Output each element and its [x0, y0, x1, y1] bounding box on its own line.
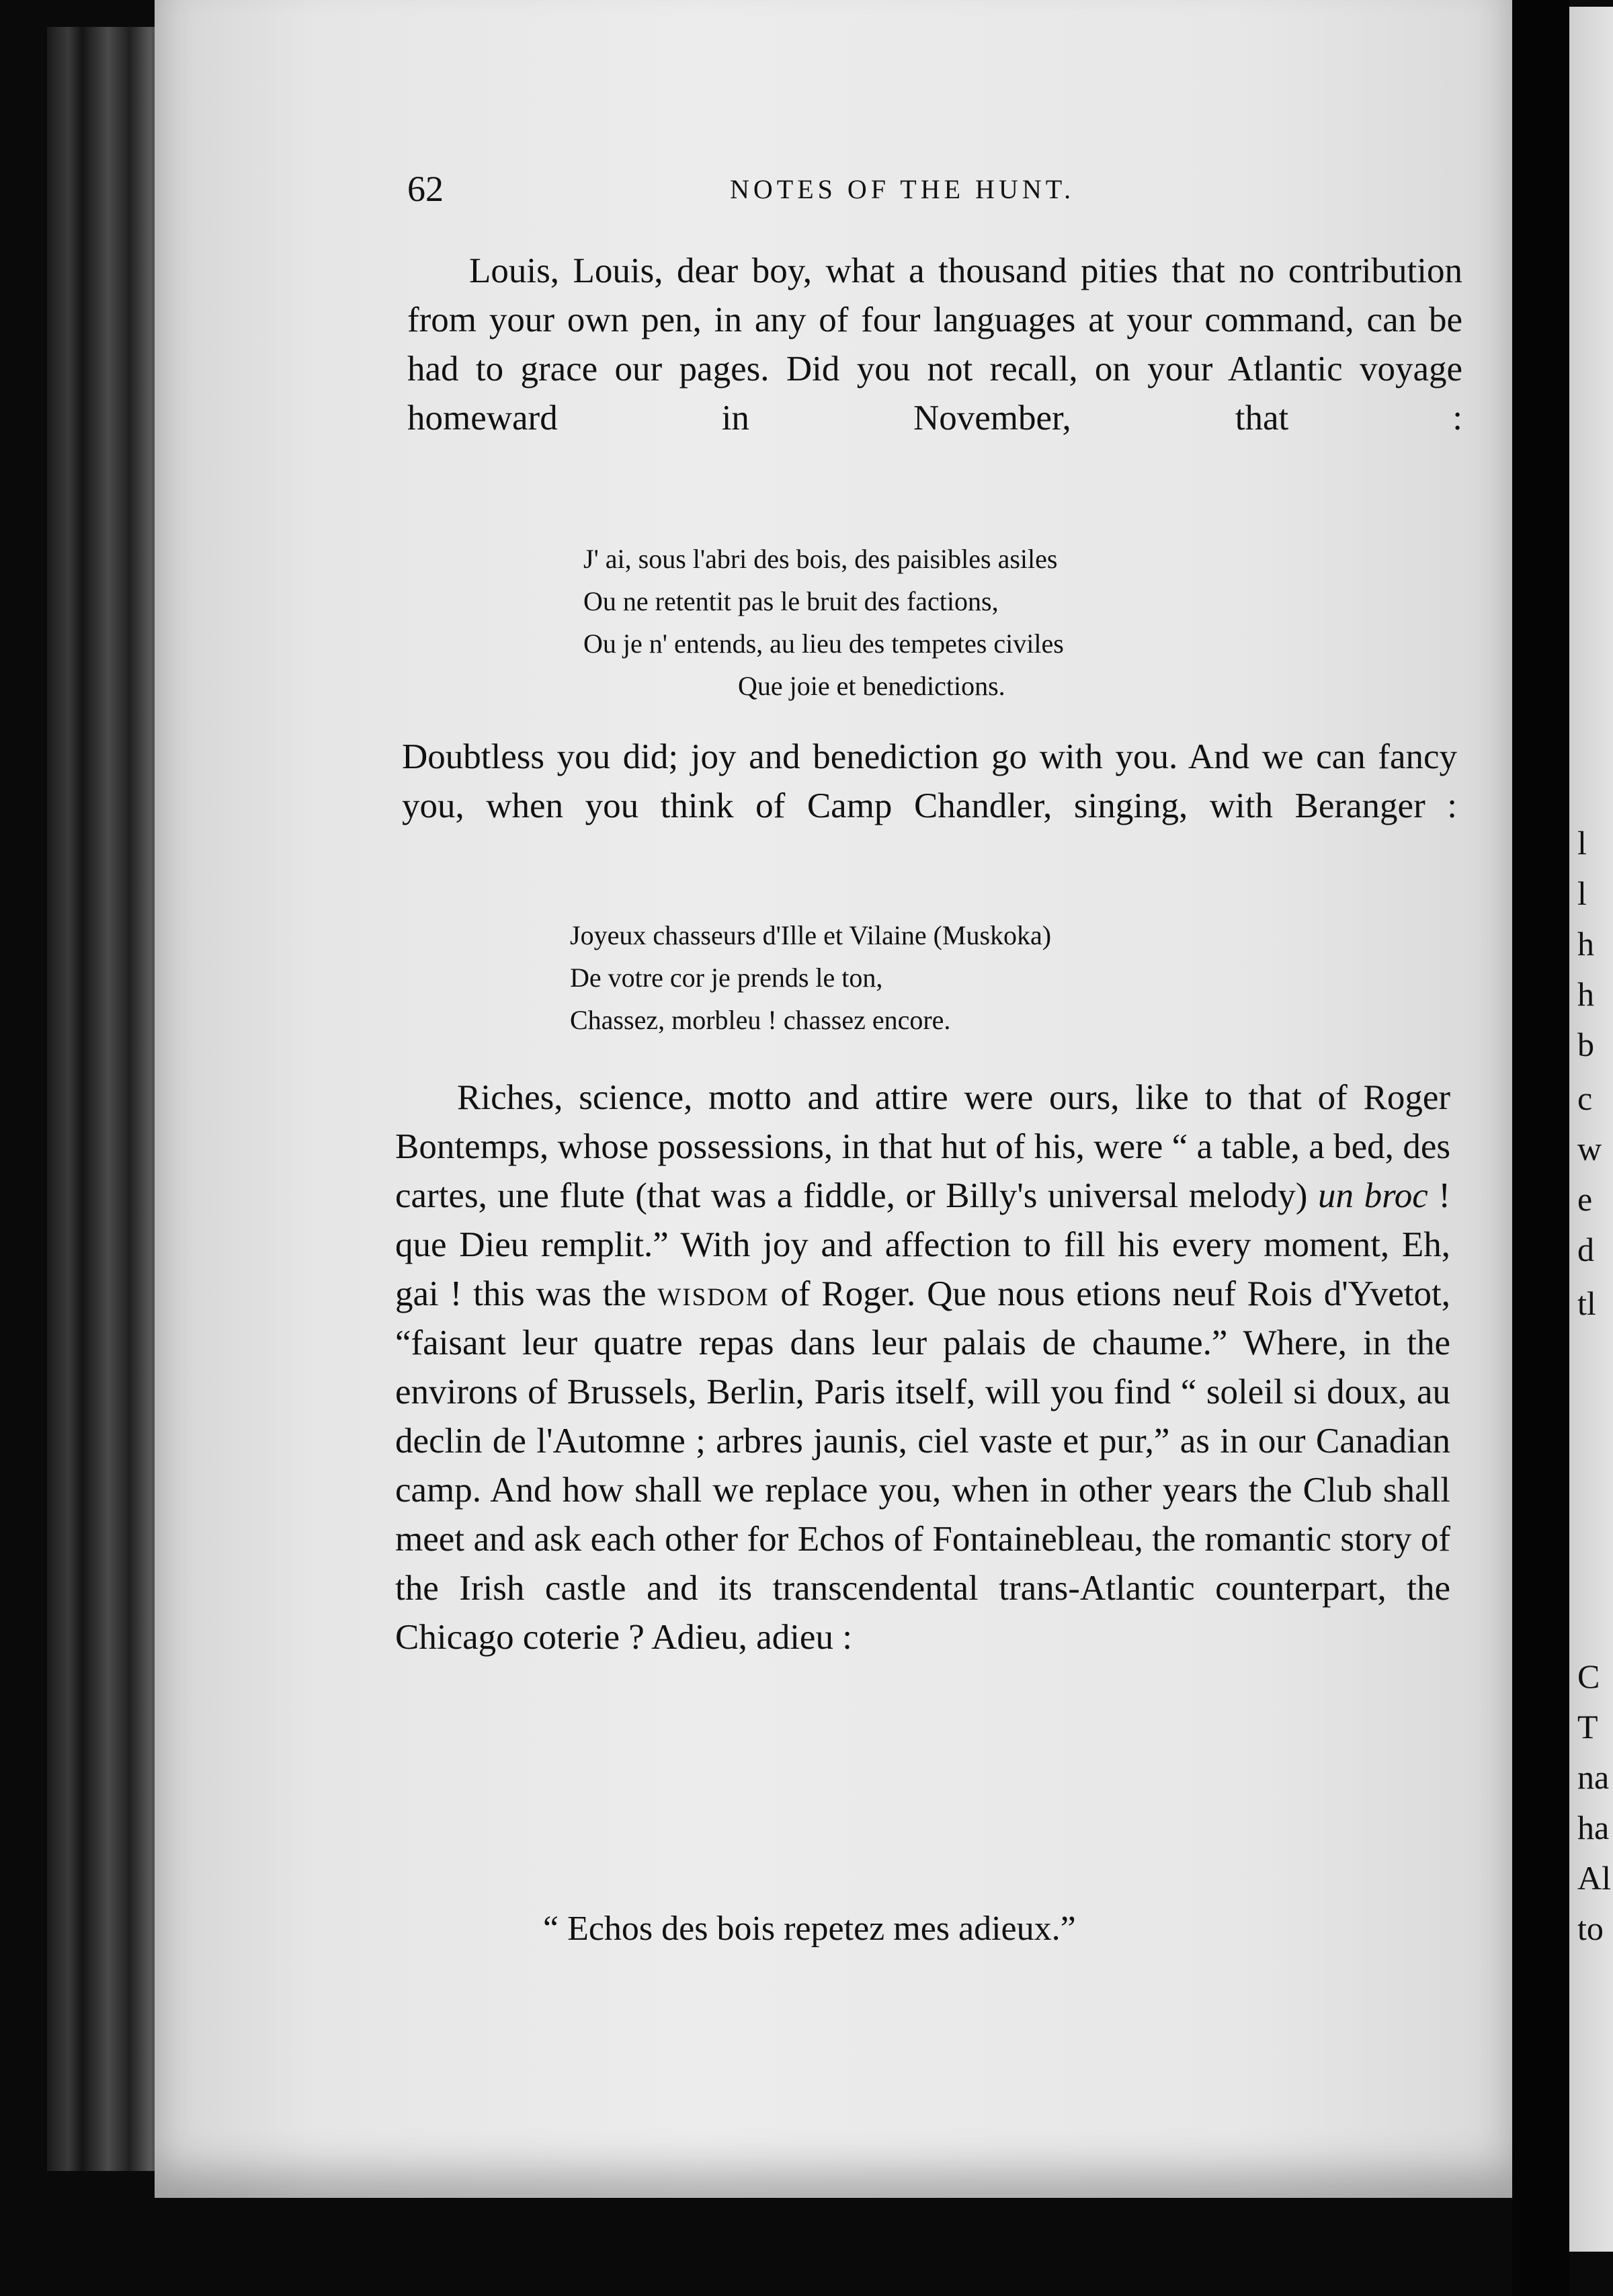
small-caps-term: wisdom — [657, 1274, 770, 1313]
verse-1-line: J' ai, sous l'abri des bois, des paisibles asiles — [583, 544, 1058, 574]
verse-2 — [570, 914, 1051, 1041]
verse-1 — [583, 538, 1064, 707]
verse-1-line: Ou ne retentit pas le bruit des factions, — [583, 586, 999, 616]
facing-page-fragment: ha — [1577, 1809, 1610, 1846]
facing-page-fragment: h — [1577, 925, 1594, 962]
facing-page-fragment: e — [1577, 1180, 1593, 1218]
facing-page-fragment: l — [1577, 824, 1587, 862]
facing-page-fragment: na — [1577, 1758, 1610, 1796]
facing-page-fragment: T — [1577, 1708, 1598, 1746]
running-head — [407, 168, 1456, 208]
running-head-title: NOTES OF THE HUNT. — [730, 174, 1075, 204]
verse-1-line: Ou je n' entends, au lieu des tempetes civiles — [583, 628, 1064, 659]
italic-term: un broc — [1318, 1176, 1428, 1215]
facing-page-fragment: c — [1577, 1079, 1593, 1117]
paragraph-3-text: of Roger. Que nous etions neuf Rois d'Yvetot, “faisant leur quatre repas dans leur palais de chaume.” Where, in the environs of Brussels, Berlin, Paris itself, will you find “ soleil si doux, au declin de l'Automne ; arbres jaunis, ciel vaste et pur,” as in our Canadian camp. And how shall we replace you, when in other years the Club shall meet and ask each other for Echos of Fontainebleau, the romantic story of the Irish castle and its transcendental trans-Atlantic counterpart, the Chicago coterie ? Adieu, adieu : — [395, 1274, 1450, 1657]
verse-2-line: Chassez, morbleu ! chassez encore. — [570, 1005, 951, 1035]
closing-quote: “ Echos des bois repetez mes adieux.” — [543, 1910, 1076, 1948]
page-number: 62 — [407, 169, 444, 209]
paragraph-3 — [395, 1073, 1450, 1662]
paragraph-2: Doubtless you did; joy and benediction go with you. And we can fancy you, when you think of Camp Chandler, singing, with Beranger : — [402, 737, 1457, 825]
facing-page-fragment: b — [1577, 1026, 1594, 1063]
facing-page-fragment: d — [1577, 1231, 1594, 1268]
facing-page-fragment: l — [1577, 874, 1587, 912]
facing-page-fragment: tl — [1577, 1284, 1596, 1322]
facing-page-fragment: h — [1577, 975, 1594, 1013]
paragraph-3-text: ! que Dieu remplit.” With joy and affection to fill his every moment, Eh, gai ! this was the — [395, 1176, 1450, 1313]
facing-page-fragment: w — [1577, 1130, 1602, 1167]
facing-page-fragment: Al — [1577, 1859, 1611, 1897]
verse-2-line: De votre cor je prends le ton, — [570, 962, 883, 993]
paragraph-1: Louis, Louis, dear boy, what a thousand pities that no contribution from your own pen, in any of four languages at your command, can be had to grace our pages. Did you not recall, on your Atlantic voyage homeward in November, that : — [407, 251, 1462, 438]
verse-1-line: Que joie et benedictions. — [738, 671, 1005, 701]
paragraph-3-text: Riches, science, motto and attire were ours, like to that of Roger Bontemps, whose possessions, in that hut of his, were “ a table, a bed, des cartes, une flute (that was a fiddle, or Billy's universal melody) — [395, 1078, 1450, 1215]
facing-page-fragment: to — [1577, 1910, 1604, 1947]
verse-2-line: Joyeux chasseurs d'Ille et Vilaine (Muskoka) — [570, 920, 1052, 950]
facing-page-fragment: C — [1577, 1657, 1600, 1695]
